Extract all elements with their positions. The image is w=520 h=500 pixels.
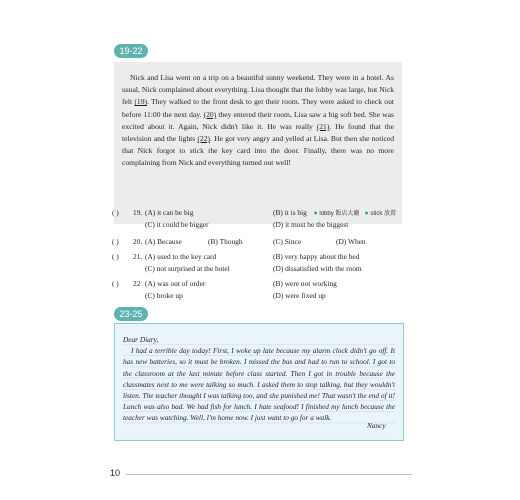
diary-body: I had a terrible day today! First, I woke up late because my alarm clock didn't go off. It has new batteries, so it must be broken. I missed the bus and had to run to school. I got to the classroom at the last minute before class started. Then I got in trouble because the classmates next to me were talking so much. I asked them to stop talking, but they wouldn't listen. The teacher thought I was talking too, and she punished me! That wasn't the end of it! Lunch was also bad. We had fish for lunch. I hate seafood! I finished my lunch because the teacher was watching. Well, I'm home now. I just want to go for a walk. <box>123 346 395 423</box>
blank-21: (21) <box>316 121 330 131</box>
passage-text-5: . He got very angry and yelled at Lisa. But then she noticed that Nick forgot to stick the key card into the door. Finally, there was no more complaining from Nick and everything turned out well! <box>122 134 394 168</box>
option-b: (B) Though <box>208 237 243 246</box>
answer-paren[interactable]: ( ) <box>112 208 119 217</box>
question-number: 21. <box>133 252 143 261</box>
option-a: (A) Because <box>145 237 182 246</box>
option-c: (C) it could be bigger <box>145 220 209 229</box>
answer-paren[interactable]: ( ) <box>112 237 119 246</box>
answer-paren[interactable]: ( ) <box>112 279 119 288</box>
glossary <box>313 208 396 217</box>
passage-text-4: . He found that the television and the lights <box>122 121 394 144</box>
diary-greeting: Dear Diary, <box>123 335 159 344</box>
reading-passage <box>122 72 394 170</box>
passage-text-3: they entered their room, Lisa saw a big soft bed. She was excited about it. Again, Nick didn't like it. He was really <box>122 109 394 131</box>
option-a: (A) was out of order <box>145 279 206 288</box>
diary-signature: Nancy <box>367 421 386 430</box>
option-d: (D) dissatisfied with the room <box>273 264 362 273</box>
passage-paragraph <box>122 72 394 170</box>
option-b: (B) very happy about the bed <box>273 252 360 261</box>
answer-paren[interactable]: ( ) <box>112 252 119 261</box>
section-badge-23-25: 23-25 <box>114 307 148 321</box>
page-number: 10 <box>110 468 121 478</box>
glossary-item-lobby: lobby 飯店大廳 <box>319 211 360 217</box>
section-badge-19-22: 19-22 <box>114 44 148 58</box>
option-d: (D) When <box>336 237 366 246</box>
glossary-item-stick: stick 放置 <box>370 211 396 217</box>
option-a: (A) used to the key card <box>145 252 217 261</box>
blank-19: (19) <box>134 97 148 107</box>
bullet-icon: ● <box>313 210 318 217</box>
footer-divider <box>126 474 412 475</box>
option-b: (B) were not working <box>273 279 337 288</box>
question-number: 19. <box>133 208 143 217</box>
blank-20: (20) <box>203 109 217 119</box>
option-c: (C) broke up <box>145 291 183 300</box>
option-c: (C) not surprised at the hotel <box>145 264 230 273</box>
blank-22: (22) <box>197 134 211 144</box>
option-d: (D) were fixed up <box>273 291 326 300</box>
diary-entry <box>123 334 395 424</box>
bullet-icon: ● <box>364 210 369 217</box>
passage-text-2: . They walked to the front desk to get their room. They were asked to check out before 11:00 the next day. <box>122 97 394 119</box>
passage-text-1: Nick and Lisa went on a trip on a beautiful sunny weekend. They were in a hotel. As usual, Nick complained about everything. Lisa thought that the lobby was large, but Nick felt <box>122 73 394 107</box>
option-b: (B) it is big <box>273 208 307 217</box>
question-number: 22 <box>133 279 141 288</box>
question-number: 20. <box>133 237 143 246</box>
option-c: (C) Since <box>273 237 302 246</box>
option-a: (A) it can be big <box>145 208 194 217</box>
option-d: (D) it must be the biggest <box>273 220 349 229</box>
